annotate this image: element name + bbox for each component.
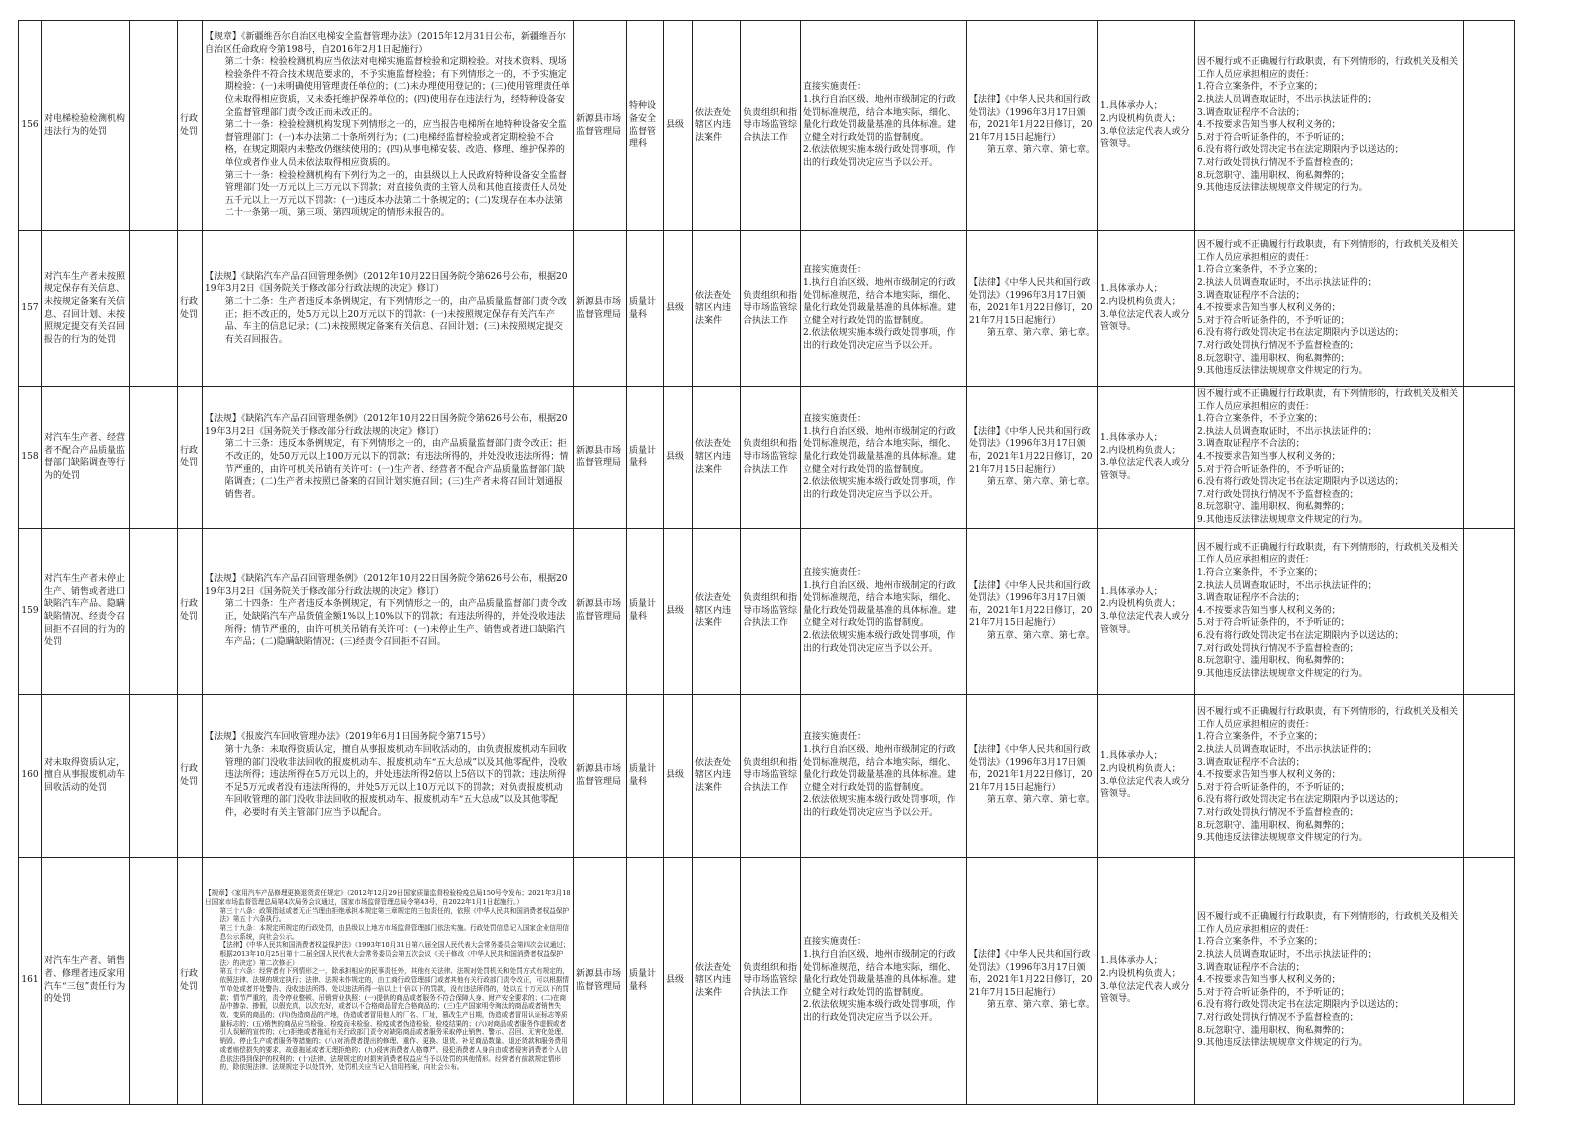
responsibility-table: [18, 20, 1515, 1105]
dept-cell: 质量计量科: [627, 528, 664, 694]
basis-article: 第二十二条：生产者违反本条例规定，有下列情形之一的，由产品质量监督部门责令改正；拒不改正的，处5万元以上20万元以下的罚款：(一)未按照规定保存有关汽车产品、车主的信息记录；(二)未按照规定备案有关信息、召回计划；(三)未按照规定提交有关召回报告。: [224, 296, 567, 345]
basis-article: 第五十六条：经营者有下列情形之一，除承担相应的民事责任外，其他有关法律、法规对处罚机关和处罚方式有规定的，依照法律、法规的规定执行；法律、法规未作规定的，由工商行政管理部门或者其他有关行政部门责令改正，可以根据情节单处或者并处警告、没收违法所得、处以违法所得一倍以上十倍以下的罚款，没有违法所得的，处以五十万元以下的罚款；情节严重的，责令停业整顿、吊销营业执照：(一)提供的商品或者服务不符合保障人身、财产安全要求的；(二)在商品中掺杂、掺假，以假充真，以次充好，或者以不合格商品冒充合格商品的；(三)生产国家明令淘汰的商品或者销售失效、变质的商品的；(四)伪造商品的产地，伪造或者冒用他人的厂名、厂址，篡改生产日期，伪造或者冒用认证标志等质量标志的；(五)销售的商品应当检验、检疫而未检验、检疫或者伪造检验、检疫结果的；(六)对商品或者服务作虚假或者引人误解的宣传的；(七)拒绝或者拖延有关行政部门责令对缺陷商品或者服务采取停止销售、警示、召回、无害化处理、销毁、停止生产或者服务等措施的；(八)对消费者提出的修理、重作、更换、退货、补足商品数量、退还货款和服务费用或者赔偿损失的要求，故意拖延或者无理拒绝的；(九)侵害消费者人格尊严、侵犯消费者人身自由或者侵害消费者个人信息依法得到保护的权利的；(十)法律、法规规定的对损害消费者权益应当予以处罚的其他情形。经营者有前款规定情形的，除依照法律、法规规定予以处罚外，处罚机关应当记入信用档案，向社会公布。: [219, 967, 569, 1072]
direct-resp-cell: 直接实施责任： 1.执行自治区级、地州市级制定的行政处罚标准规范，结合本地实际，细化、量化行政处罚裁量基准的具体标准。建立健全对行政处罚的监督制度。 2.依法依规实施本级行政处罚事项，作出的行政处罚决定应当予以公开。: [801, 694, 967, 857]
subject-cell: 1.具体承办人； 2.内设机构负责人； 3.单位法定代表人或分管领导。: [1098, 21, 1195, 231]
resp-cell: 负责组织和指导市场监管综合执法工作: [741, 387, 801, 529]
law-cell: 【法律】《中华人民共和国行政处罚法》（1996年3月17日颁布，2021年1月22日修订，2021年7月15日起施行） 第五章、第六章、第七章。: [967, 231, 1098, 387]
law-cell: 【法律】《中华人民共和国行政处罚法》（1996年3月17日颁布，2021年1月22日修订，2021年7月15日起施行） 第五章、第六章、第七章。: [967, 857, 1098, 1104]
accountability-cell: 因不履行或不正确履行行政职责，有下列情形的，行政机关及相关工作人员应承担相应的责任： 1.符合立案条件，不予立案的； 2.执法人员调查取证时，不出示执法证件的； 3.调查取证程序不合法的； 4.不按要求告知当事人权利义务的； 5.对于符合听证条件的，不予听证的； 6.没有将行政处罚决定书在法定期限内予以送达的； 7.对行政处罚执行情况不予监督检查的； 8.玩忽职守、滥用职权、徇私舞弊的； 9.其他违反法律法规规章文件规定的行为。: [1195, 857, 1464, 1104]
basis-head: 【规章】: [205, 32, 242, 43]
subject-cell: 1.具体承办人； 2.内设机构负责人； 3.单位法定代表人或分管领导。: [1098, 857, 1195, 1104]
table-row: [19, 857, 1515, 1104]
note-cell: [1464, 387, 1515, 529]
item-name: 对汽车生产者、经营者不配合产品质量监督部门缺陷调查等行为的处罚: [42, 387, 130, 529]
basis-article: 第二十四条：生产者违反本条例规定，有下列情形之一的，由产品质量监督部门责令改正，处缺陷汽车产品货值金额1%以上10%以下的罚款；有违法所得的，并处没收违法所得；情节严重的，由许可机关吊销有关许可：(一)未停止生产、销售或者进口缺陷汽车产品；(二)隐瞒缺陷情况；(三)经责令召回拒不召回。: [224, 599, 567, 648]
table-row: [19, 387, 1515, 529]
level-cell: 县级: [664, 528, 693, 694]
note-cell: [1464, 857, 1515, 1104]
basis-article: 第三十八条：政策指延或者无正当理由拒绝承担本规定第三章规定的三包责任的，依照《中华人民共和国消费者权益保护法》第五十六条执行。: [219, 906, 569, 924]
direct-resp-cell: 直接实施责任： 1.执行自治区级、地州市级制定的行政处罚标准规范，结合本地实际，细化、量化行政处罚裁量基准的具体标准。建立健全对行政处罚的监督制度。 2.依法依规实施本级行政处罚事项，作出的行政处罚决定应当予以公开。: [801, 21, 967, 231]
accountability-cell: 因不履行或不正确履行行政职责，有下列情形的，行政机关及相关工作人员应承担相应的责任： 1.符合立案条件，不予立案的； 2.执法人员调查取证时，不出示执法证件的； 3.调查取证程序不合法的； 4.不按要求告知当事人权利义务的； 5.对于符合听证条件的，不予听证的； 6.没有将行政处罚决定书在法定期限内予以送达的； 7.对行政处罚执行情况不予监督检查的； 8.玩忽职守、滥用职权、徇私舞弊的； 9.其他违反法律法规规章文件规定的行为。: [1195, 528, 1464, 694]
sub-item-cell: [130, 528, 178, 694]
table-row: [19, 21, 1515, 231]
law-cell: 【法律】《中华人民共和国行政处罚法》（1996年3月17日颁布，2021年1月22日修订，2021年7月15日起施行） 第五章、第六章、第七章。: [967, 694, 1098, 857]
direct-resp-cell: 直接实施责任： 1.执行自治区级、地州市级制定的行政处罚标准规范，结合本地实际，细化、量化行政处罚裁量基准的具体标准。建立健全对行政处罚的监督制度。 2.依法依规实施本级行政处罚事项，作出的行政处罚决定应当予以公开。: [801, 231, 967, 387]
category-cell: 行政处罚: [178, 231, 203, 387]
basis-cell: [203, 231, 574, 387]
category-cell: 行政处罚: [178, 694, 203, 857]
note-cell: [1464, 528, 1515, 694]
method-cell: 依法查处辖区内违法案件: [693, 857, 741, 1104]
note-cell: [1464, 694, 1515, 857]
law-cell: 【法律】《中华人民共和国行政处罚法》（1996年3月17日颁布，2021年1月22日修订，2021年7月15日起施行） 第五章、第六章、第七章。: [967, 387, 1098, 529]
item-name: 对电梯检验检测机构违法行为的处罚: [42, 21, 130, 231]
basis-article: 第三十九条：本规定所规定的行政处罚，由县级以上地方市场监督管理部门依法实施。行政处罚信息记入国家企业信用信息公示系统，向社会公示。: [219, 923, 569, 941]
method-cell: 依法查处辖区内违法案件: [693, 21, 741, 231]
basis-cell: [203, 857, 574, 1104]
dept-cell: 质量计量科: [627, 694, 664, 857]
basis-article: 【法律】《中华人民共和国消费者权益保护法》（1993年10月31日第八届全国人民代表大会常务委员会第四次会议通过；根据2013年10月25日第十二届全国人民代表大会常务委员会第五次会议《关于修改〈中华人民共和国消费者权益保护法〉的决定》第二次修正）: [219, 941, 570, 967]
item-number: 159: [19, 528, 42, 694]
sub-item-cell: [130, 857, 178, 1104]
level-cell: 县级: [664, 694, 693, 857]
item-number: 156: [19, 21, 42, 231]
basis-article: 第二十条：检验检测机构应当依法对电梯实施监督检验和定期检验。对技术资料、现场检验条件不符合技术规范要求的，不予实施监督检验；有下列情形之一的，不予实施定期检验：(一)未明确使用管理责任单位的；(二)未办理使用登记的；(三)使用管理责任单位未取得相应资质，又未委托维护保养单位的；(四)使用存在违法行为，经特种设备安全监督管理部门责令改正而未改正的。: [224, 57, 570, 118]
basis-source: 《新疆维吾尔自治区电梯安全监督管理办法》（2015年12月31日公布，新疆维吾尔自治区任命政府令第198号，自2016年2月1日起施行）: [205, 32, 566, 55]
basis-article: 第二十三条：违反本条例规定，有下列情形之一的，由产品质量监督部门责令改正；拒不改正的，处50万元以上100万元以下的罚款；有违法所得的，并处没收违法所得；情节严重的，由许可机关吊销有关许可：(一)生产者、经营者不配合产品质量监督部门缺陷调查；(二)生产者未按照已备案的召回计划实施召回；(三)生产者未将召回计划通报销售者。: [224, 439, 569, 500]
basis-head: 【法规】: [205, 271, 242, 282]
basis-cell: [203, 21, 574, 231]
method-cell: 依法查处辖区内违法案件: [693, 528, 741, 694]
basis-head: 【规章】: [205, 889, 232, 898]
resp-cell: 负责组织和指导市场监管综合执法工作: [741, 857, 801, 1104]
category-cell: 行政处罚: [178, 21, 203, 231]
resp-cell: 负责组织和指导市场监管综合执法工作: [741, 231, 801, 387]
sub-item-cell: [130, 387, 178, 529]
dept-cell: 质量计量科: [627, 231, 664, 387]
org-cell: 新源县市场监督管理局: [574, 21, 627, 231]
table-row: [19, 694, 1515, 857]
level-cell: 县级: [664, 857, 693, 1104]
level-cell: 县级: [664, 231, 693, 387]
dept-cell: 特种设备安全监督管理科: [627, 21, 664, 231]
basis-head: 【法规】: [205, 414, 242, 425]
item-name: 对汽车生产者未停止生产、销售或者进口缺陷汽车产品、隐瞒缺陷情况、经责令召回拒不召回的行为的处罚: [42, 528, 130, 694]
item-number: 160: [19, 694, 42, 857]
direct-resp-cell: 直接实施责任： 1.执行自治区级、地州市级制定的行政处罚标准规范，结合本地实际，细化、量化行政处罚裁量基准的具体标准。建立健全对行政处罚的监督制度。 2.依法依规实施本级行政处罚事项，作出的行政处罚决定应当予以公开。: [801, 387, 967, 529]
note-cell: [1464, 231, 1515, 387]
org-cell: 新源县市场监督管理局: [574, 387, 627, 529]
item-number: 158: [19, 387, 42, 529]
basis-source: 《报废汽车回收管理办法》（2019年6月1日国务院令第715号）: [241, 732, 491, 743]
method-cell: 依法查处辖区内违法案件: [693, 231, 741, 387]
org-cell: 新源县市场监督管理局: [574, 231, 627, 387]
basis-source: 《家用汽车产品修理更换退货责任规定》（2012年12月29日国家质量监督检验检疫总局150号令发布；2021年3月18日国家市场监督管理总局第4次局务会议通过，国家市场监督管理总局令第43号，自2022年1月1日起施行。）: [205, 889, 571, 906]
level-cell: 县级: [664, 387, 693, 529]
resp-cell: 负责组织和指导市场监管综合执法工作: [741, 21, 801, 231]
subject-cell: 1.具体承办人； 2.内设机构负责人； 3.单位法定代表人或分管领导。: [1098, 528, 1195, 694]
method-cell: 依法查处辖区内违法案件: [693, 387, 741, 529]
resp-cell: 负责组织和指导市场监管综合执法工作: [741, 694, 801, 857]
basis-source: 《缺陷汽车产品召回管理条例》（2012年10月22日国务院令第626号公布，根据2019年3月2日《国务院关于修改部分行政法规的决定》修订）: [205, 414, 568, 437]
basis-cell: [203, 694, 574, 857]
item-number: 157: [19, 231, 42, 387]
org-cell: 新源县市场监督管理局: [574, 857, 627, 1104]
item-name: 对汽车生产者未按照规定保存有关信息、未按规定备案有关信息、召回计划、未按照规定提交有关召回报告的行为的处罚: [42, 231, 130, 387]
method-cell: 依法查处辖区内违法案件: [693, 694, 741, 857]
basis-head: 【法规】: [205, 574, 242, 585]
basis-cell: [203, 528, 574, 694]
category-cell: 行政处罚: [178, 528, 203, 694]
org-cell: 新源县市场监督管理局: [574, 694, 627, 857]
basis-head: 【法规】: [205, 732, 242, 743]
resp-cell: 负责组织和指导市场监管综合执法工作: [741, 528, 801, 694]
table-row: [19, 528, 1515, 694]
basis-article: 第三十一条：检验检测机构有下列行为之一的，由县级以上人民政府特种设备安全监督管理部门处一万元以上三万元以下罚款；对直接负责的主管人员和其他直接责任人员处五千元以上一万元以下罚款：(一)违反本办法第二十条规定的；(二)发现存在本办法第二十一条第一项、第三项、第四项规定的情形未报告的。: [224, 170, 567, 219]
level-cell: 县级: [664, 21, 693, 231]
basis-source: 《缺陷汽车产品召回管理条例》（2012年10月22日国务院令第626号公布，根据2019年3月2日《国务院关于修改部分行政法规的决定》修订）: [205, 574, 568, 597]
item-name: 对汽车生产者、销售者、修理者违反家用汽车“三包”责任行为的处罚: [42, 857, 130, 1104]
dept-cell: 质量计量科: [627, 387, 664, 529]
subject-cell: 1.具体承办人； 2.内设机构负责人； 3.单位法定代表人或分管领导。: [1098, 694, 1195, 857]
item-number: 161: [19, 857, 42, 1104]
subject-cell: 1.具体承办人； 2.内设机构负责人； 3.单位法定代表人或分管领导。: [1098, 231, 1195, 387]
accountability-cell: 因不履行或不正确履行行政职责，有下列情形的，行政机关及相关工作人员应承担相应的责任： 1.符合立案条件，不予立案的； 2.执法人员调查取证时，不出示执法证件的； 3.调查取证程序不合法的； 4.不按要求告知当事人权利义务的； 5.对于符合听证条件的，不予听证的； 6.没有将行政处罚决定书在法定期限内予以送达的； 7.对行政处罚执行情况不予监督检查的； 8.玩忽职守、滥用职权、徇私舞弊的； 9.其他违反法律法规规章文件规定的行为。: [1195, 387, 1464, 529]
basis-article: 第十九条：未取得资质认定，擅自从事报废机动车回收活动的，由负责报废机动车回收管理的部门没收非法回收的报废机动车、报废机动车“五大总成”以及其他零配件，没收违法所得；违法所得在5万元以上的，并处违法所得2倍以上5倍以下的罚款；违法所得不足5万元或者没有违法所得的，并处5万元以上10万元以下的罚款；对负责报废机动车回收管理的部门没收非法回收的报废机动车、报废机动车“五大总成”以及其他零配件，必要时有关主管部门应当予以配合。: [224, 745, 568, 819]
category-cell: 行政处罚: [178, 387, 203, 529]
dept-cell: 质量计量科: [627, 857, 664, 1104]
basis-source: 《缺陷汽车产品召回管理条例》（2012年10月22日国务院令第626号公布，根据2019年3月2日《国务院关于修改部分行政法规的决定》修订）: [205, 271, 568, 295]
direct-resp-cell: 直接实施责任： 1.执行自治区级、地州市级制定的行政处罚标准规范，结合本地实际，细化、量化行政处罚裁量基准的具体标准。建立健全对行政处罚的监督制度。 2.依法依规实施本级行政处罚事项，作出的行政处罚决定应当予以公开。: [801, 857, 967, 1104]
accountability-cell: 因不履行或不正确履行行政职责，有下列情形的，行政机关及相关工作人员应承担相应的责任： 1.符合立案条件，不予立案的； 2.执法人员调查取证时，不出示执法证件的； 3.调查取证程序不合法的； 4.不按要求告知当事人权利义务的； 5.对于符合听证条件的，不予听证的； 6.没有将行政处罚决定书在法定期限内予以送达的； 7.对行政处罚执行情况不予监督检查的； 8.玩忽职守、滥用职权、徇私舞弊的； 9.其他违反法律法规规章文件规定的行为。: [1195, 21, 1464, 231]
item-name: 对未取得资质认定，擅自从事报废机动车回收活动的处罚: [42, 694, 130, 857]
subject-cell: 1.具体承办人； 2.内设机构负责人； 3.单位法定代表人或分管领导。: [1098, 387, 1195, 529]
accountability-cell: 因不履行或不正确履行行政职责，有下列情形的，行政机关及相关工作人员应承担相应的责任： 1.符合立案条件，不予立案的； 2.执法人员调查取证时，不出示执法证件的； 3.调查取证程序不合法的； 4.不按要求告知当事人权利义务的； 5.对于符合听证条件的，不予听证的； 6.没有将行政处罚决定书在法定期限内予以送达的； 7.对行政处罚执行情况不予监督检查的； 8.玩忽职守、滥用职权、徇私舞弊的； 9.其他违反法律法规规章文件规定的行为。: [1195, 694, 1464, 857]
accountability-cell: 因不履行或不正确履行行政职责，有下列情形的，行政机关及相关工作人员应承担相应的责任： 1.符合立案条件，不予立案的； 2.执法人员调查取证时，不出示执法证件的； 3.调查取证程序不合法的； 4.不按要求告知当事人权利义务的； 5.对于符合听证条件的，不予听证的； 6.没有将行政处罚决定书在法定期限内予以送达的； 7.对行政处罚执行情况不予监督检查的； 8.玩忽职守、滥用职权、徇私舞弊的； 9.其他违反法律法规规章文件规定的行为。: [1195, 231, 1464, 387]
law-cell: 【法律】《中华人民共和国行政处罚法》（1996年3月17日颁布，2021年1月22日修订，2021年7月15日起施行） 第五章、第六章、第七章。: [967, 528, 1098, 694]
sub-item-cell: [130, 694, 178, 857]
sub-item-cell: [130, 21, 178, 231]
note-cell: [1464, 21, 1515, 231]
basis-cell: [203, 387, 574, 529]
org-cell: 新源县市场监督管理局: [574, 528, 627, 694]
law-cell: 【法律】《中华人民共和国行政处罚法》（1996年3月17日颁布，2021年1月22日修订，2021年7月15日起施行） 第五章、第六章、第七章。: [967, 21, 1098, 231]
table-row: [19, 231, 1515, 387]
category-cell: 行政处罚: [178, 857, 203, 1104]
sub-item-cell: [130, 231, 178, 387]
basis-article: 第二十一条：检验检测机构发现下列情形之一的，应当报告电梯所在地特种设备安全监督管理部门：(一)本办法第二十条所列行为；(二)电梯经监督检验或者定期检验不合格，在规定期限内未整改仍继续使用的；(四)从事电梯安装、改造、修理、维护保养的单位或者作业人员未依法取得相应资质的。: [224, 120, 567, 168]
direct-resp-cell: 直接实施责任： 1.执行自治区级、地州市级制定的行政处罚标准规范，结合本地实际，细化、量化行政处罚裁量基准的具体标准。建立健全对行政处罚的监督制度。 2.依法依规实施本级行政处罚事项，作出的行政处罚决定应当予以公开。: [801, 528, 967, 694]
